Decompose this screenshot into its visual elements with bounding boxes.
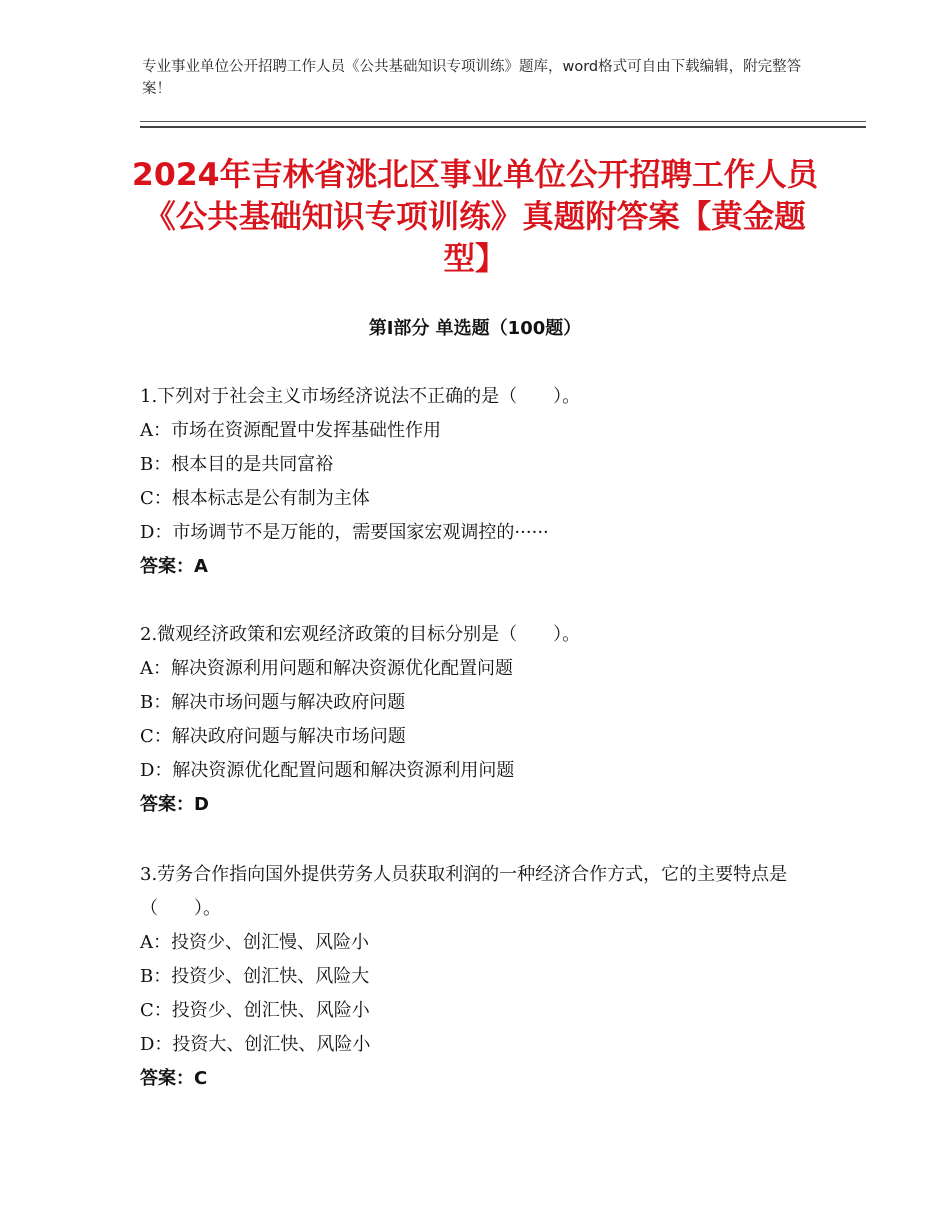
option-c: C：根本标志是公有制为主体: [140, 488, 370, 509]
section-heading: 第Ⅰ部分 单选题（100题）: [368, 318, 582, 339]
answer: 答案：A: [140, 556, 208, 577]
answer: 答案：D: [140, 794, 209, 815]
question-3: [140, 858, 820, 1096]
header-divider-thin: [140, 121, 866, 122]
option-d: D：市场调节不是万能的，需要国家宏观调控的······: [140, 522, 549, 543]
option-b: B：根本目的是共同富裕: [140, 454, 334, 475]
question-1: [140, 380, 820, 584]
question-stem: 3.劳务合作指向国外提供劳务人员获取利润的一种经济合作方式，它的主要特点是（ ）。: [140, 864, 788, 919]
question-stem: 1.下列对于社会主义市场经济说法不正确的是（ ）。: [140, 386, 581, 407]
option-a: A：投资少、创汇慢、风险小: [140, 932, 369, 953]
option-c: C：投资少、创汇快、风险小: [140, 1000, 370, 1021]
header-divider-thick: [140, 126, 866, 128]
option-c: C：解决政府问题与解决市场问题: [140, 726, 406, 747]
option-a: A：解决资源利用问题和解决资源优化配置问题: [140, 658, 513, 679]
document-title: 2024年吉林省洮北区事业单位公开招聘工作人员《公共基础知识专项训练》真题附答案【黄金题型】: [131, 157, 819, 277]
option-a: A：市场在资源配置中发挥基础性作用: [140, 420, 441, 441]
question-stem: 2.微观经济政策和宏观经济政策的目标分别是（ ）。: [140, 624, 581, 645]
option-b: B：投资少、创汇快、风险大: [140, 966, 370, 987]
header-note: 专业事业单位公开招聘工作人员《公共基础知识专项训练》题库，word格式可自由下载编辑，附完整答案！: [142, 59, 802, 97]
answer: 答案：C: [140, 1068, 208, 1089]
question-2: [140, 618, 820, 822]
option-d: D：解决资源优化配置问题和解决资源利用问题: [140, 760, 515, 781]
option-d: D：投资大、创汇快、风险小: [140, 1034, 371, 1055]
option-b: B：解决市场问题与解决政府问题: [140, 692, 406, 713]
